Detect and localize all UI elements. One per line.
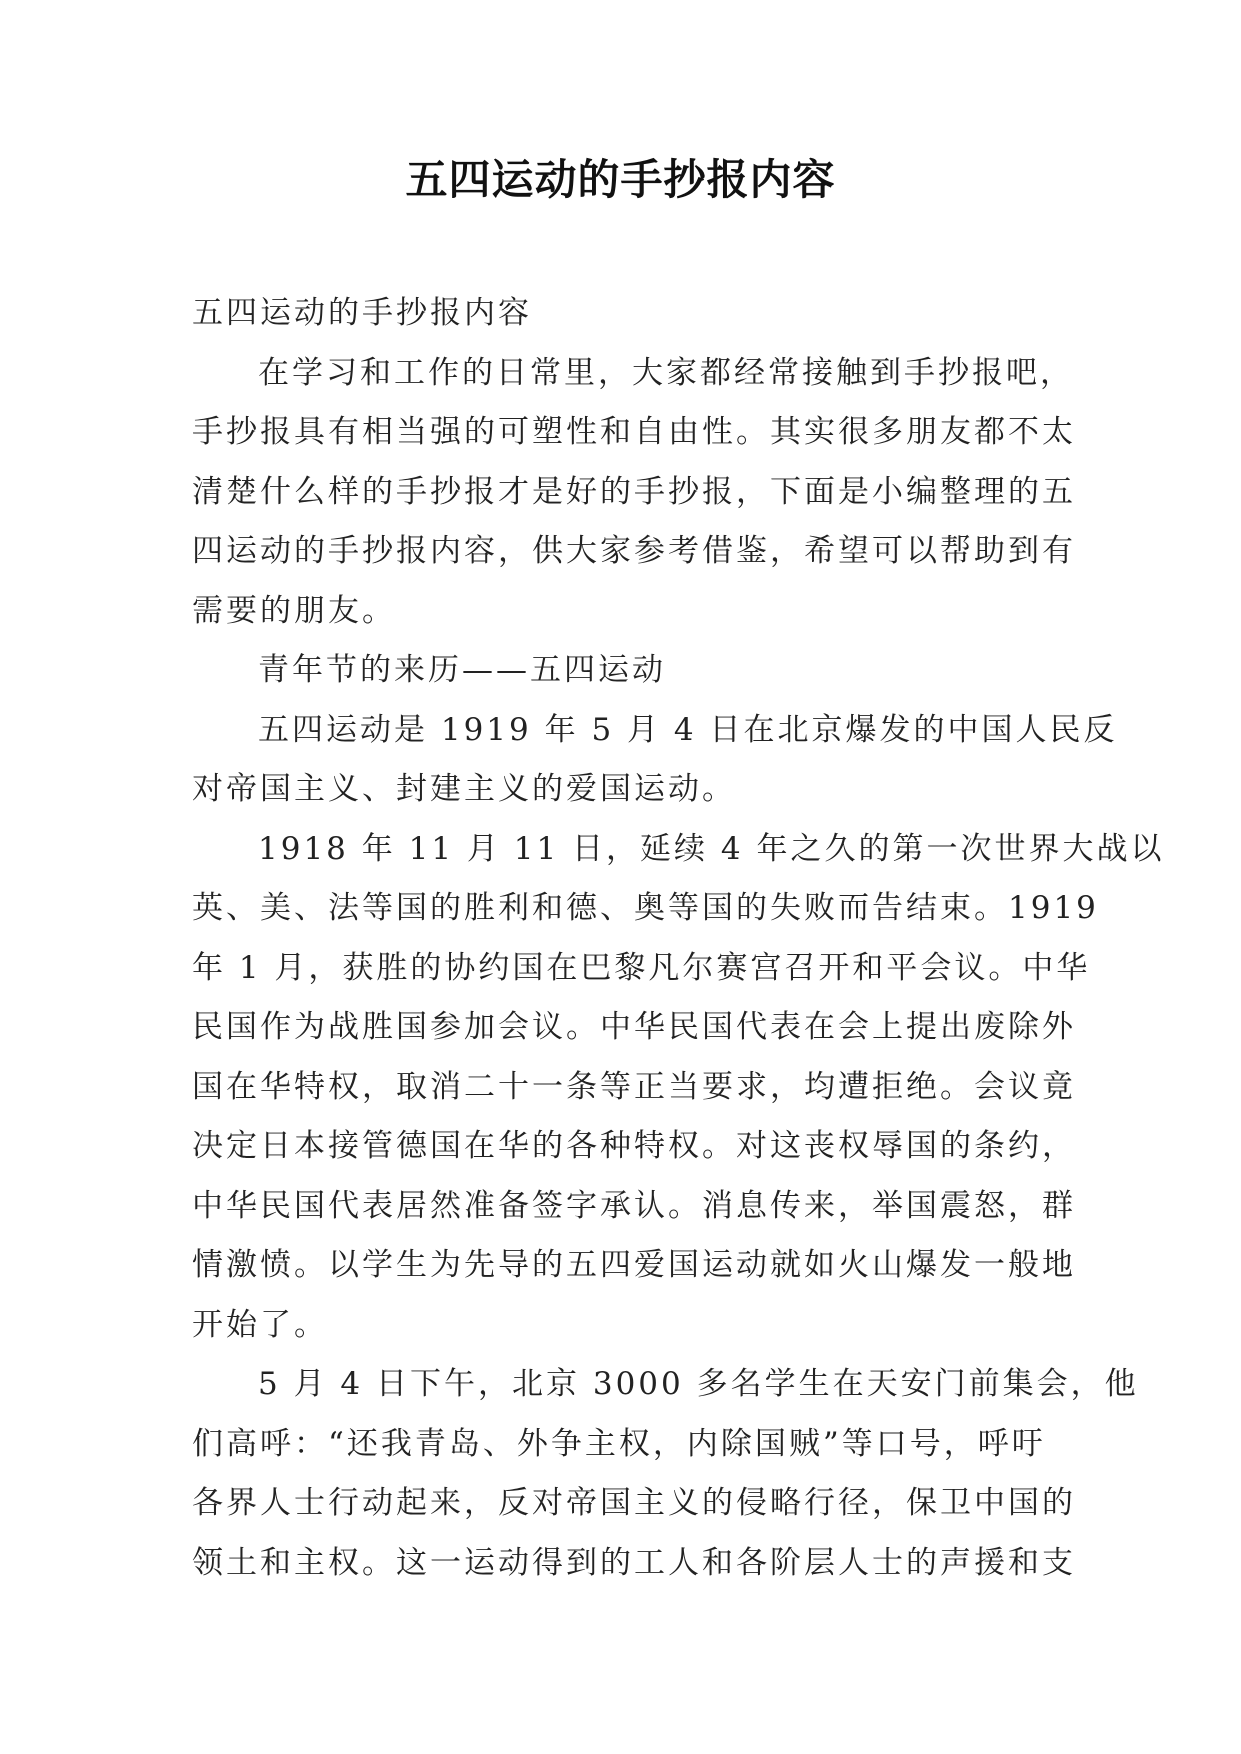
paragraph-line: 在学习和工作的日常里，大家都经常接触到手抄报吧， <box>258 354 1074 391</box>
paragraph-line: 清楚什么样的手抄报才是好的手抄报，下面是小编整理的五 <box>192 473 1076 510</box>
paragraph-line: 英、美、法等国的胜利和德、奥等国的失败而告结束。1919 <box>192 890 1099 926</box>
paragraph-line: 决定日本接管德国在华的各种特权。对这丧权辱国的条约， <box>192 1128 1076 1164</box>
subtitle-line: 五四运动的手抄报内容 <box>192 295 532 331</box>
document-body <box>192 284 1165 1593</box>
paragraph-line: 民国作为战胜国参加会议。中华民国代表在会上提出废除外 <box>192 1009 1076 1045</box>
paragraph-line: 开始了。 <box>192 1306 328 1343</box>
document-title: 五四运动的手抄报内容 <box>405 155 836 204</box>
paragraph-line: 对帝国主义、封建主义的爱国运动。 <box>192 771 736 807</box>
paragraph-line: 中华民国代表居然准备签字承认。消息传来，举国震怒，群 <box>192 1187 1076 1224</box>
paragraph-line: 手抄报具有相当强的可塑性和自由性。其实很多朋友都不太 <box>192 414 1076 450</box>
paragraph-line: 四运动的手抄报内容，供大家参考借鉴，希望可以帮助到有 <box>192 533 1076 569</box>
paragraph-line: 国在华特权，取消二十一条等正当要求，均遭拒绝。会议竟 <box>192 1068 1076 1105</box>
paragraph-line: 1918 年 11 月 11 日，延续 4 年之久的第一次世界大战以 <box>258 830 1165 867</box>
paragraph-line: 五四运动是 1919 年 5 月 4 日在北京爆发的中国人民反 <box>258 711 1118 748</box>
paragraph-line: 们高呼：“还我青岛、外争主权，内除国贼”等口号，呼吁 <box>192 1425 1046 1462</box>
paragraph-line: 领土和主权。这一运动得到的工人和各阶层人士的声援和支 <box>192 1544 1076 1581</box>
paragraph-line: 年 1 月，获胜的协约国在巴黎凡尔赛宫召开和平会议。中华 <box>192 949 1091 986</box>
paragraph-line: 各界人士行动起来，反对帝国主义的侵略行径，保卫中国的 <box>192 1485 1076 1521</box>
paragraph-line: 需要的朋友。 <box>192 592 396 629</box>
paragraph-line: 5 月 4 日下午，北京 3000 多名学生在天安门前集会，他 <box>258 1366 1139 1402</box>
section-heading: 青年节的来历——五四运动 <box>258 652 666 688</box>
paragraph-line: 情激愤。以学生为先导的五四爱国运动就如火山爆发一般地 <box>192 1247 1076 1283</box>
